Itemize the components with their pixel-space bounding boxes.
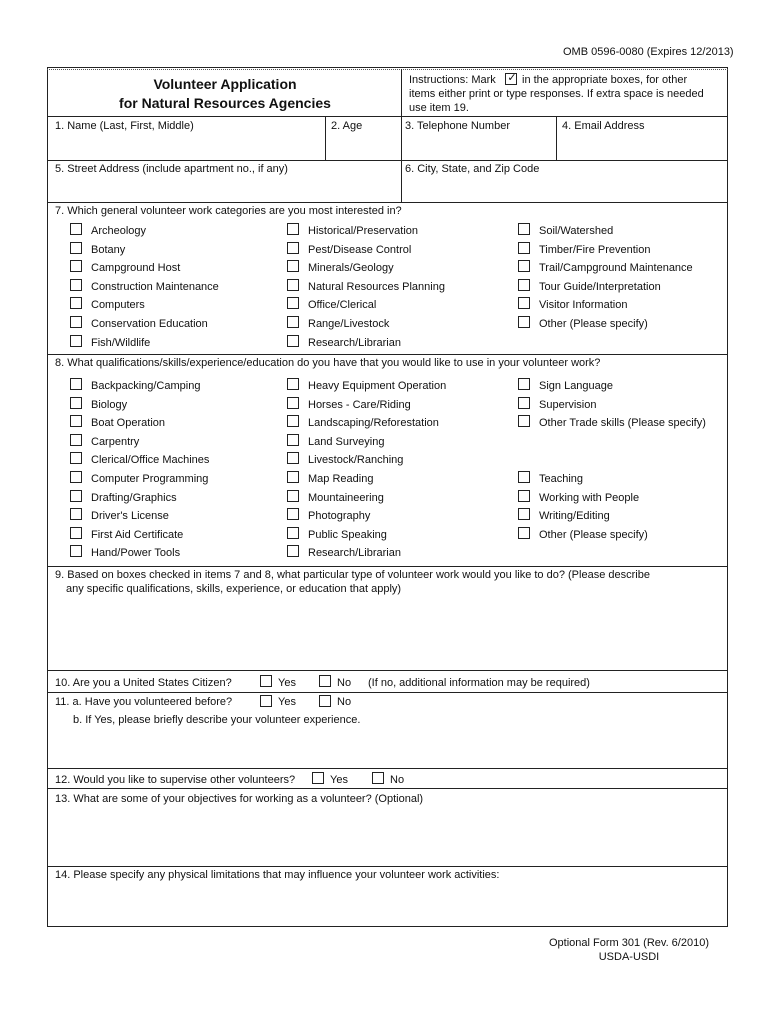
footer-agency: USDA-USDI <box>598 951 660 963</box>
q10-note: (If no, additional information may be required) <box>368 677 590 689</box>
q7-option-checkbox[interactable] <box>518 316 530 328</box>
q8-option-checkbox[interactable] <box>70 378 82 390</box>
q7-option-checkbox[interactable] <box>287 260 299 272</box>
q12-no-checkbox[interactable] <box>372 772 384 784</box>
q8-option-label: Hand/Power Tools <box>91 547 181 560</box>
q7-option-checkbox[interactable] <box>70 260 82 272</box>
q11b-response-area[interactable] <box>48 728 727 766</box>
q7-option-checkbox[interactable] <box>287 242 299 254</box>
q7-option-checkbox[interactable] <box>70 297 82 309</box>
q12-label: 12. Would you like to supervise other volunteers? <box>55 774 296 786</box>
q8-option-label: Public Speaking <box>308 528 387 541</box>
row-rule <box>47 160 728 161</box>
q8-option-checkbox[interactable] <box>518 527 530 539</box>
row-rule <box>47 116 728 117</box>
row-rule <box>47 692 728 693</box>
row-rule <box>47 202 728 203</box>
q7-option-label: Minerals/Geology <box>308 262 394 275</box>
q7-option-checkbox[interactable] <box>287 316 299 328</box>
q8-option-checkbox[interactable] <box>287 378 299 390</box>
q8-option-checkbox[interactable] <box>287 397 299 409</box>
q7-option-checkbox[interactable] <box>287 297 299 309</box>
q7-option-label: Conservation Education <box>91 318 208 330</box>
street-address-field[interactable]: 5. Street Address (include apartment no., if any) <box>55 163 288 175</box>
instructions-prefix: Instructions: Mark <box>409 74 496 86</box>
q8-option-label: Mountaineering <box>308 491 384 504</box>
q8-option-checkbox[interactable] <box>287 545 299 557</box>
q8-option-checkbox[interactable] <box>287 434 299 446</box>
q8-option-checkbox[interactable] <box>70 397 82 409</box>
q8-option-checkbox[interactable] <box>518 415 530 427</box>
q7-option-label: Soil/Watershed <box>539 225 614 237</box>
row-rule <box>47 768 728 769</box>
q11-no-label: No <box>337 696 352 708</box>
q7-option-checkbox[interactable] <box>287 223 299 235</box>
q8-option-checkbox[interactable] <box>70 490 82 502</box>
row-rule <box>47 566 728 567</box>
name-field[interactable]: 1. Name (Last, First, Middle) <box>55 120 194 132</box>
q7-option-label: Historical/Preservation <box>308 225 419 237</box>
col-divider <box>556 116 557 160</box>
q8-option-checkbox[interactable] <box>287 527 299 539</box>
row-rule <box>47 866 728 867</box>
omb-number: OMB 0596-0080 (Expires 12/2013) <box>563 46 734 58</box>
instructions-check-icon: ✓ <box>505 73 517 85</box>
q9-response-area[interactable] <box>48 598 727 668</box>
q8-option-label: Other Trade skills (Please specify) <box>539 417 706 430</box>
q8-option-checkbox[interactable] <box>287 471 299 483</box>
q8-option-label: Driver's License <box>91 510 169 523</box>
q8-option-label: Teaching <box>539 473 584 485</box>
col-divider <box>325 116 326 160</box>
q7-option-checkbox[interactable] <box>518 279 530 291</box>
phone-field[interactable]: 3. Telephone Number <box>405 120 510 132</box>
q8-option-label: Supervision <box>539 398 597 411</box>
form-title: Volunteer Application <box>153 76 297 92</box>
q13-response-area[interactable] <box>48 808 727 864</box>
q7-option-label: Research/Librarian <box>308 336 401 349</box>
q8-option-label: Livestock/Ranching <box>308 454 404 467</box>
q14-label: 14. Please specify any physical limitations that may influence your volunteer work activities: <box>55 869 500 881</box>
q12-yes-checkbox[interactable] <box>312 772 324 784</box>
q7-option-label: Computers <box>91 299 145 312</box>
q8-option-label: Writing/Editing <box>539 510 610 523</box>
q7-label: 7. Which general volunteer work categories are you most interested in? <box>55 205 402 217</box>
q8-option-checkbox[interactable] <box>70 434 82 446</box>
q7-option-label: Campground Host <box>91 262 181 275</box>
q7-option-label: Construction Maintenance <box>91 280 219 293</box>
q8-option-label: Working with People <box>539 491 640 504</box>
header-top-rule <box>47 69 728 70</box>
q10-no-label: No <box>337 677 352 689</box>
q8-option-label: Carpentry <box>91 435 140 448</box>
q8-option-checkbox[interactable] <box>518 397 530 409</box>
q8-option-label: Landscaping/Reforestation <box>308 417 439 430</box>
q13-label: 13. What are some of your objectives for working as a volunteer? (Optional) <box>55 793 424 805</box>
q7-option-label: Trail/Campground Maintenance <box>539 262 693 275</box>
q8-label: 8. What qualifications/skills/experience/education do you have that you would like to use in your volunteer work? <box>55 357 601 369</box>
q7-option-checkbox[interactable] <box>70 279 82 291</box>
q8-option-label: Other (Please specify) <box>539 528 648 541</box>
q8-option-label: Horses - Care/Riding <box>308 398 411 411</box>
q7-option-label: Office/Clerical <box>308 299 377 312</box>
q7-option-checkbox[interactable] <box>287 335 299 347</box>
q8-option-label: Research/Librarian <box>308 547 401 560</box>
q7-option-label: Other (Please specify) <box>539 318 648 330</box>
q7-option-checkbox[interactable] <box>70 242 82 254</box>
q7-option-checkbox[interactable] <box>70 223 82 235</box>
row-rule <box>47 670 728 671</box>
q7-option-label: Timber/Fire Prevention <box>539 243 651 256</box>
q7-option-checkbox[interactable] <box>518 242 530 254</box>
q8-option-checkbox[interactable] <box>70 452 82 464</box>
q10-label: 10. Are you a United States Citizen? <box>55 677 232 689</box>
q8-option-label: Backpacking/Camping <box>91 380 201 392</box>
footer-form-number: Optional Form 301 (Rev. 6/2010) <box>549 937 709 949</box>
q7-option-checkbox[interactable] <box>70 335 82 347</box>
q12-yes-label: Yes <box>330 774 348 786</box>
q8-option-checkbox[interactable] <box>287 452 299 464</box>
instructions-line2: items either print or type responses. If extra space is needed <box>409 88 704 100</box>
q8-option-checkbox[interactable] <box>518 378 530 390</box>
q7-option-label: Visitor Information <box>539 299 628 312</box>
q7-option-checkbox[interactable] <box>287 279 299 291</box>
q14-response-area[interactable] <box>48 884 727 925</box>
col-divider <box>401 160 402 202</box>
q11-label: 11. a. Have you volunteered before? <box>55 696 233 708</box>
q8-option-checkbox[interactable] <box>518 471 530 483</box>
age-field[interactable]: 2. Age <box>331 120 363 132</box>
q7-option-label: Tour Guide/Interpretation <box>539 280 661 293</box>
q11-yes-label: Yes <box>278 696 296 708</box>
instructions-line3: use item 19. <box>409 102 469 114</box>
q7-option-label: Archeology <box>91 225 147 237</box>
q12-no-label: No <box>390 774 405 786</box>
q8-option-checkbox[interactable] <box>287 415 299 427</box>
q8-option-label: Heavy Equipment Operation <box>308 380 447 392</box>
q8-option-label: Drafting/Graphics <box>91 491 177 504</box>
q10-no-checkbox[interactable] <box>319 675 331 687</box>
q8-option-checkbox[interactable] <box>287 508 299 520</box>
q8-option-checkbox[interactable] <box>70 527 82 539</box>
q8-option-checkbox[interactable] <box>70 508 82 520</box>
q8-option-label: Clerical/Office Machines <box>91 454 210 467</box>
q8-option-checkbox[interactable] <box>518 508 530 520</box>
q8-option-checkbox[interactable] <box>287 490 299 502</box>
q10-yes-label: Yes <box>278 677 296 689</box>
row-rule <box>47 788 728 789</box>
q8-option-checkbox[interactable] <box>70 545 82 557</box>
header-divider <box>401 69 402 160</box>
q8-option-checkbox[interactable] <box>70 471 82 483</box>
q8-option-label: Computer Programming <box>91 473 209 485</box>
q8-option-label: Photography <box>308 510 371 523</box>
q11b-label: b. If Yes, please briefly describe your volunteer experience. <box>73 714 361 726</box>
form-subtitle: for Natural Resources Agencies <box>119 95 331 111</box>
q9-line2: any specific qualifications, skills, experience, or education that apply) <box>66 583 402 595</box>
q11-no-checkbox[interactable] <box>319 695 331 707</box>
q8-option-label: Boat Operation <box>91 417 165 430</box>
q11-yes-checkbox[interactable] <box>260 695 272 707</box>
q7-option-checkbox[interactable] <box>70 316 82 328</box>
q7-option-checkbox[interactable] <box>518 260 530 272</box>
email-field[interactable]: 4. Email Address <box>562 120 645 132</box>
q8-option-label: Land Surveying <box>308 435 385 448</box>
q8-option-checkbox[interactable] <box>70 415 82 427</box>
q7-option-label: Range/Livestock <box>308 318 390 330</box>
q7-option-label: Botany <box>91 243 126 256</box>
q8-option-label: Sign Language <box>539 380 614 392</box>
q8-option-label: Biology <box>91 398 128 411</box>
q7-option-label: Fish/Wildlife <box>91 336 151 349</box>
q7-option-label: Pest/Disease Control <box>308 243 412 256</box>
row-rule <box>47 354 728 355</box>
q7-option-checkbox[interactable] <box>518 297 530 309</box>
q9-line1: 9. Based on boxes checked in items 7 and 8, what particular type of volunteer work would you like to do? (Please describe <box>55 569 650 581</box>
q7-option-label: Natural Resources Planning <box>308 280 445 293</box>
q10-yes-checkbox[interactable] <box>260 675 272 687</box>
q8-option-label: First Aid Certificate <box>91 528 184 541</box>
instructions-suffix: in the appropriate boxes, for other <box>522 74 688 86</box>
q8-option-checkbox[interactable] <box>518 490 530 502</box>
city-state-zip-field[interactable]: 6. City, State, and Zip Code <box>405 163 540 175</box>
q7-option-checkbox[interactable] <box>518 223 530 235</box>
q8-option-label: Map Reading <box>308 473 374 485</box>
